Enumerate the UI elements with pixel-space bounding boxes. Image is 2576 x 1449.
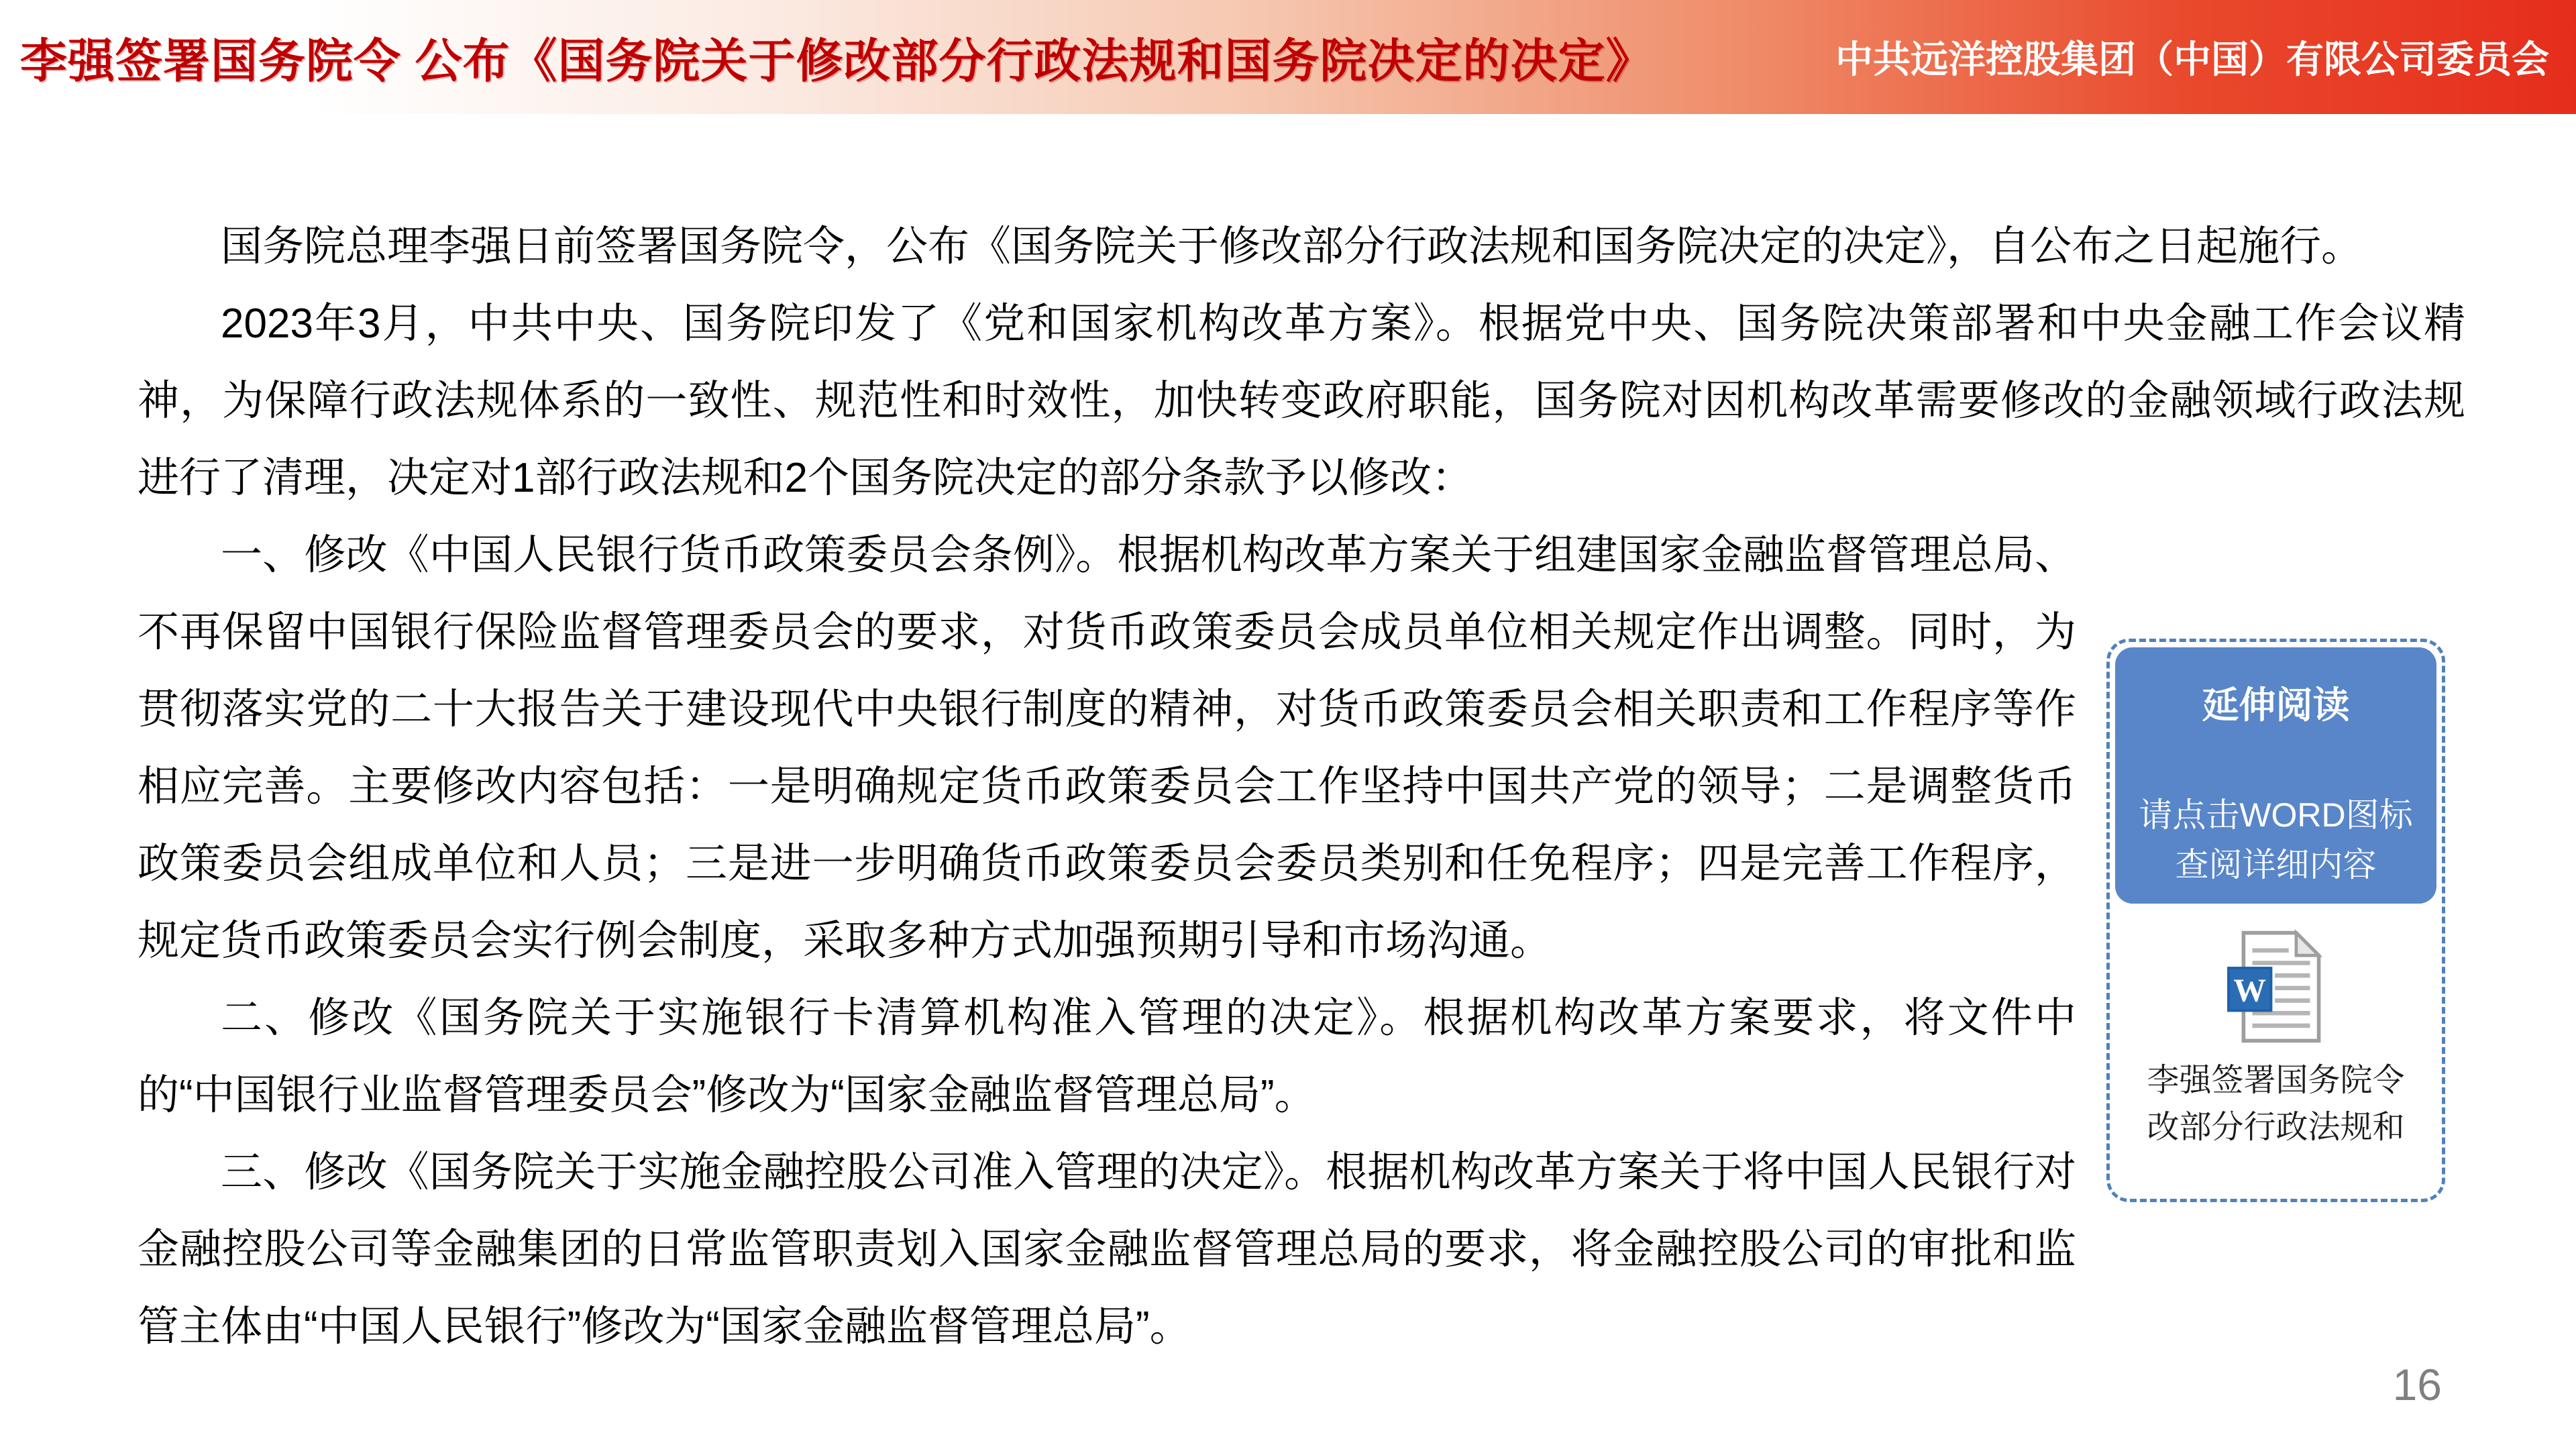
- svg-text:W: W: [2233, 972, 2266, 1009]
- paragraph-item-2: 二、修改《国务院关于实施银行卡清算机构准入管理的决定》。根据机构改革方案要求，将文件中的“中国银行业监督管理委员会”修改为“国家金融监督管理总局”。: [138, 995, 2076, 1118]
- word-document-icon[interactable]: [2226, 929, 2326, 1048]
- extended-reading-header: [2115, 647, 2436, 904]
- word-document-caption-line1: 李强签署国务院令: [2147, 1063, 2405, 1098]
- word-document-caption: [2110, 1057, 2442, 1151]
- body-text-full-width: [138, 208, 2465, 517]
- paragraph-intro: 国务院总理李强日前签署国务院令，公布《国务院关于修改部分行政法规和国务院决定的决定》，自公布之日起施行。: [221, 223, 2363, 270]
- paragraph-item-3: 三、修改《国务院关于实施金融控股公司准入管理的决定》。根据机构改革方案关于将中国人民银行对金融控股公司等金融集团的日常监管职责划入国家金融监督管理总局的要求，将金融控股公司的审批和监管主体由“中国人民银行”修改为“国家金融监督管理总局”。: [138, 1149, 2076, 1350]
- paragraph-background: 2023年3月，中共中央、国务院印发了《党和国家机构改革方案》。根据党中央、国务院决策部署和中央金融工作会议精神，为保障行政法规体系的一致性、规范性和时效性，加快转变政府职能，国务院对因机构改革需要修改的金融领域行政法规进行了清理，决定对1部行政法规和2个国务院决定的部分条款予以修改：: [138, 301, 2465, 501]
- extended-reading-instruction: 请点击WORD图标查阅详细内容: [2139, 796, 2413, 883]
- page-number: 16: [2392, 1360, 2442, 1409]
- header-band: [0, 0, 2576, 114]
- word-document-caption-line2: 改部分行政法规和: [2147, 1110, 2405, 1145]
- extended-reading-box: [2106, 639, 2445, 1202]
- body-text-narrow: [138, 517, 2076, 1365]
- extended-reading-attachment: [2110, 910, 2442, 1199]
- organization-name: 中共远洋控股集团（中国）有限公司委员会: [1835, 38, 2549, 80]
- paragraph-item-1: 一、修改《中国人民银行货币政策委员会条例》。根据机构改革方案关于组建国家金融监督管理总局、不再保留中国银行保险监督管理委员会的要求，对货币政策委员会成员单位相关规定作出调整。同时，为贯彻落实党的二十大报告关于建设现代中央银行制度的精神，对货币政策委员会相关职责和工作程序等作相应完善。主要修改内容包括：一是明确规定货币政策委员会工作坚持中国共产党的领导；二是调整货币政策委员会组成单位和人员；三是进一步明确货币政策委员会委员类别和任免程序；四是完善工作程序，规定货币政策委员会实行例会制度，采取多种方式加强预期引导和市场沟通。: [138, 532, 2076, 964]
- slide-title: 李强签署国务院令 公布《国务院关于修改部分行政法规和国务院决定的决定》: [20, 34, 1654, 87]
- extended-reading-title: 延伸阅读: [2202, 684, 2350, 726]
